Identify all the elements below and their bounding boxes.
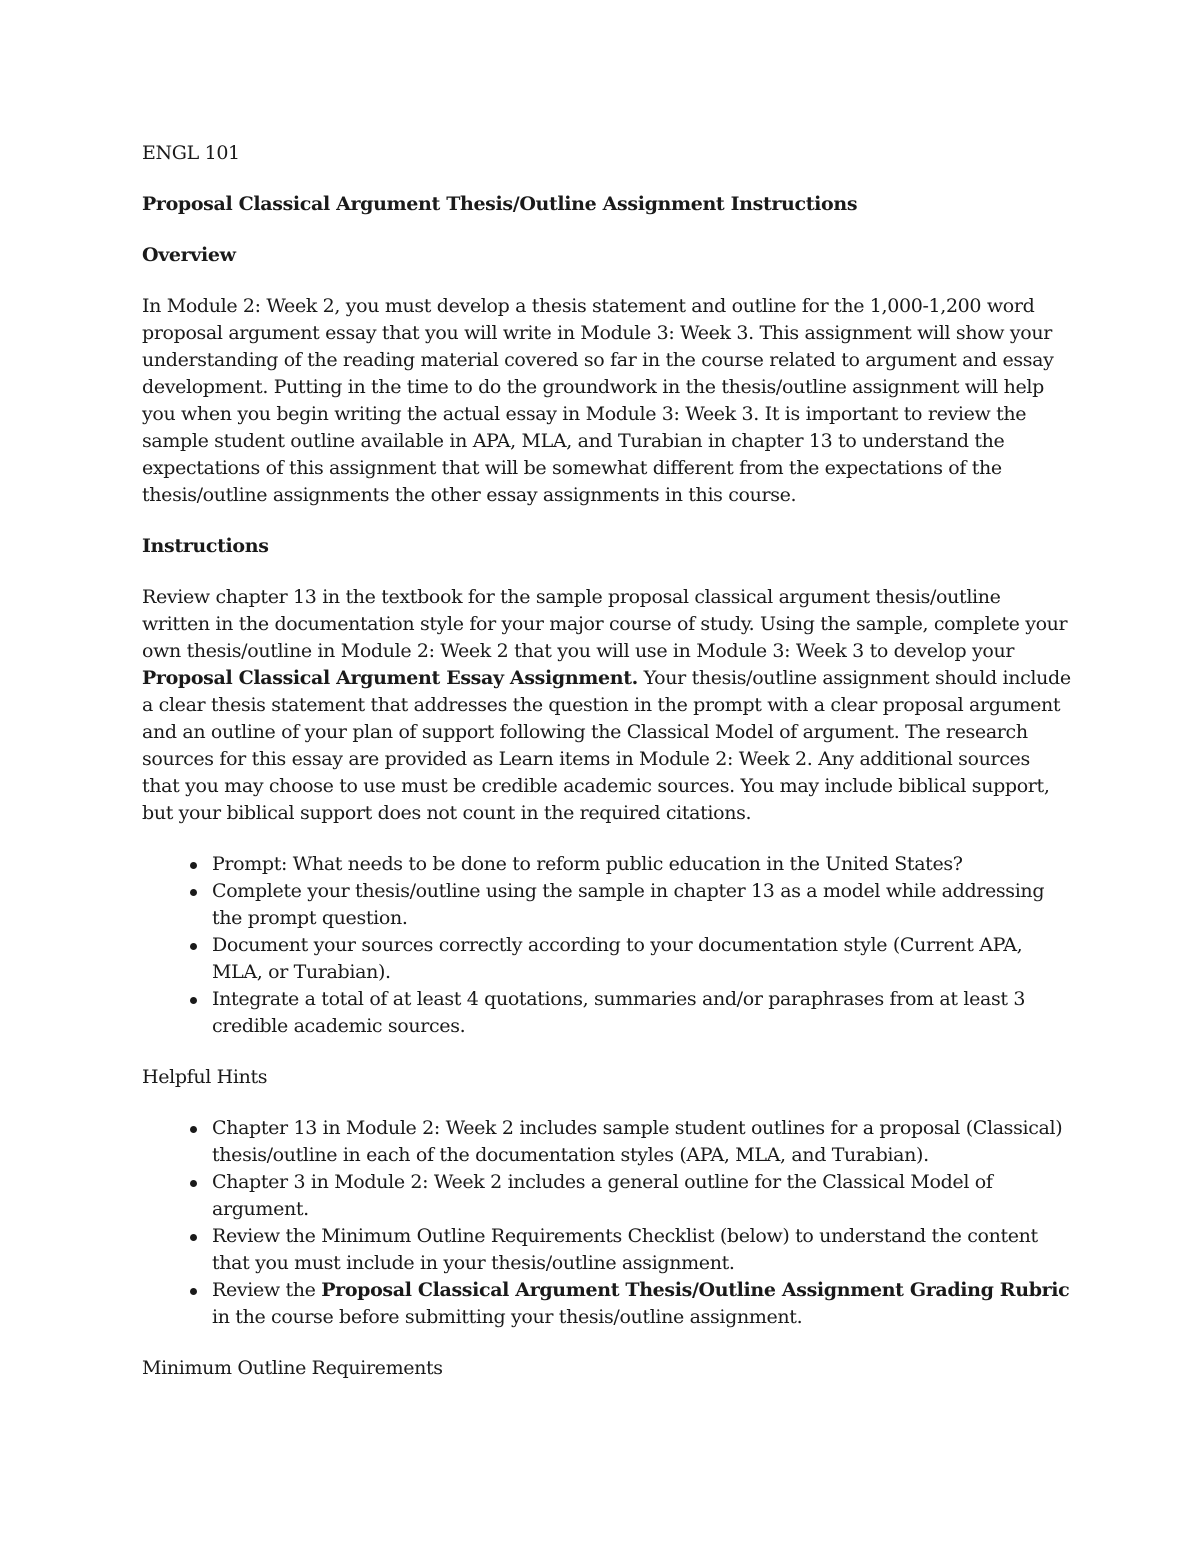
list-item: Chapter 13 in Module 2: Week 2 includes sample student outlines for a proposal (Classical) thesis/outline in each of the documentation styles (APA, MLA, and Turabian). xyxy=(212,1115,1072,1169)
instructions-heading: Instructions xyxy=(142,535,269,557)
instructions-text-before: Review chapter 13 in the textbook for the sample proposal classical argument thesis/outline written in the documentation style for your major course of study. Using the sample, complete your own thesis/outline in Module 2: Week 2 that you will use in Module 3: Week 3 to develop your xyxy=(142,586,1068,662)
instructions-bullet-list xyxy=(142,851,1072,1040)
list-item: Complete your thesis/outline using the sample in chapter 13 as a model while addressing the prompt question. xyxy=(212,878,1072,932)
list-item: Prompt: What needs to be done to reform public education in the United States? xyxy=(212,851,1072,878)
list-item: Document your sources correctly according to your documentation style (Current APA, MLA, or Turabian). xyxy=(212,932,1072,986)
bullet-icon xyxy=(190,1126,197,1133)
bullet-icon xyxy=(190,889,197,896)
overview-paragraph: In Module 2: Week 2, you must develop a thesis statement and outline for the 1,000-1,200 word proposal argument essay that you will write in Module 3: Week 3. This assignment will show your understanding of the reading material covered so far in the course related to argument and essay development. Putting in the time to do the groundwork in the thesis/outline assignment will help you when you begin writing the actual essay in Module 3: Week 3. It is important to review the sample student outline available in APA, MLA, and Turabian in chapter 13 to understand the expectations of this assignment that will be somewhat different from the expectations of the thesis/outline assignments the other essay assignments in this course. xyxy=(142,295,1054,506)
bullet-icon xyxy=(190,1288,197,1295)
list-item: Chapter 3 in Module 2: Week 2 includes a general outline for the Classical Model of argument. xyxy=(212,1169,1072,1223)
list-item: Review the Proposal Classical Argument Thesis/Outline Assignment Grading Rubric in the course before submitting your thesis/outline assignment. xyxy=(212,1277,1072,1331)
overview-heading: Overview xyxy=(142,244,236,266)
course-code: ENGL 101 xyxy=(142,142,240,164)
bullet-icon xyxy=(190,1234,197,1241)
document-page xyxy=(142,140,1072,1406)
instructions-text-after: Your thesis/outline assignment should include a clear thesis statement that addresses the question in the prompt with a clear proposal argument and an outline of your plan of support following the Classical Model of argument. The research sources for this essay are provided as Learn items in Module 2: Week 2. Any additional sources that you may choose to use must be credible academic sources. You may include biblical support, but your biblical support does not count in the required citations. xyxy=(142,667,1071,824)
instructions-paragraph xyxy=(142,584,1072,827)
helpful-hints-heading: Helpful Hints xyxy=(142,1066,268,1088)
bullet-icon xyxy=(190,997,197,1004)
bullet-icon xyxy=(190,862,197,869)
hints-bullet-list xyxy=(142,1115,1072,1331)
bullet-icon xyxy=(190,1180,197,1187)
minimum-requirements-heading: Minimum Outline Requirements xyxy=(142,1357,443,1379)
bullet-icon xyxy=(190,943,197,950)
essay-assignment-name: Proposal Classical Argument Essay Assignment. xyxy=(142,667,638,689)
list-item: Review the Minimum Outline Requirements Checklist (below) to understand the content that you must include in your thesis/outline assignment. xyxy=(212,1223,1072,1277)
document-title: Proposal Classical Argument Thesis/Outline Assignment Instructions xyxy=(142,193,858,215)
list-item: Integrate a total of at least 4 quotations, summaries and/or paraphrases from at least 3 credible academic sources. xyxy=(212,986,1072,1040)
grading-rubric-name: Proposal Classical Argument Thesis/Outline Assignment Grading Rubric xyxy=(321,1279,1070,1301)
